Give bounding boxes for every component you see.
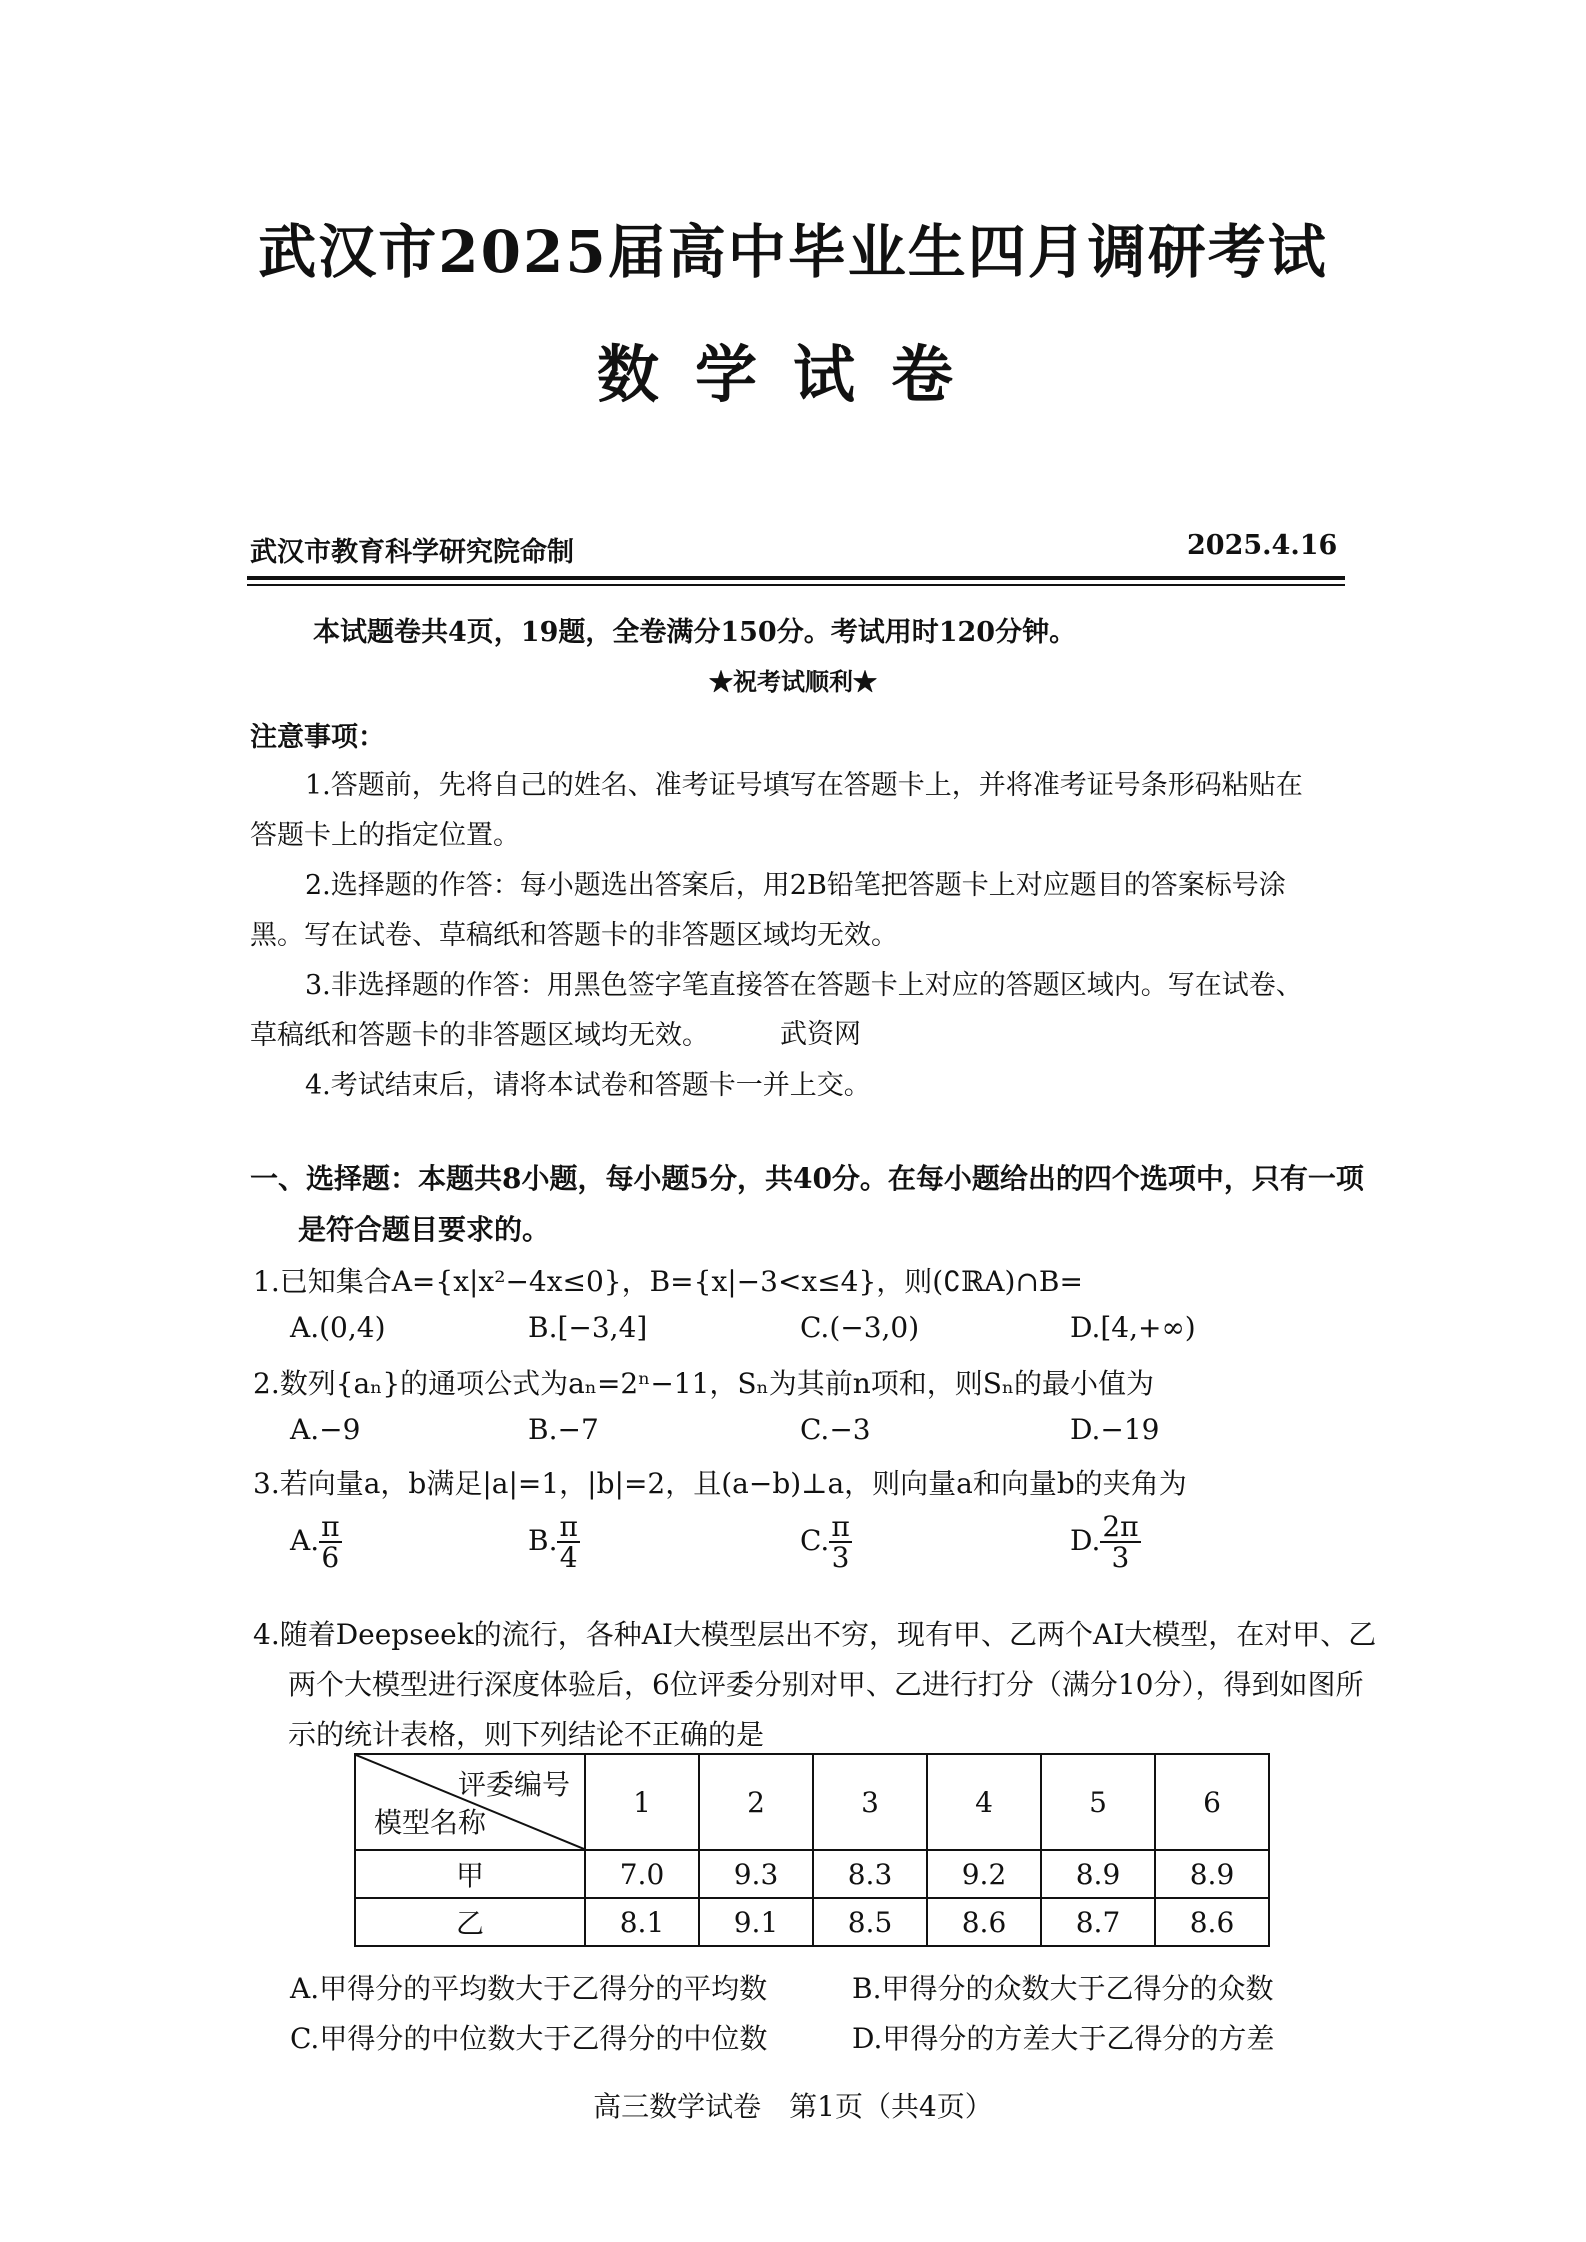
score-cell: 8.5: [813, 1898, 927, 1946]
score-cell: 7.0: [585, 1850, 699, 1898]
question-4-line: 两个大模型进行深度体验后，6位评委分别对甲、乙进行打分（满分10分），得到如图所: [288, 1668, 1364, 1701]
q1-option-a: A.(0,4): [290, 1311, 386, 1344]
corner-top-label: 评委编号: [457, 1768, 570, 1801]
fraction: [557, 1512, 579, 1573]
model-name: 甲: [355, 1850, 585, 1898]
question-4-line: 4.随着Deepseek的流行，各种AI大模型层出不穷，现有甲、乙两个AI大模型，在对甲、乙: [253, 1618, 1377, 1651]
score-cell: 9.1: [699, 1898, 813, 1946]
q1-option-c: C.(−3,0): [800, 1311, 920, 1344]
score-cell: 8.1: [585, 1898, 699, 1946]
fraction: [1100, 1512, 1140, 1573]
numerator: 2π: [1102, 1510, 1139, 1543]
option-label: A.: [290, 1523, 320, 1557]
corner-cell: [355, 1754, 585, 1850]
q4-option-c: C.甲得分的中位数大于乙得分的中位数: [290, 2022, 768, 2055]
denominator: 3: [831, 1541, 850, 1575]
score-cell: 8.6: [1155, 1898, 1269, 1946]
fraction: [829, 1512, 851, 1573]
watermark: 武资网: [780, 1019, 861, 1050]
section-heading: 一、选择题：本题共8小题，每小题5分，共40分。在每小题给出的四个选项中，只有一项: [250, 1162, 1364, 1195]
header-rule-thin: [247, 584, 1345, 586]
option-label: B.: [528, 1523, 558, 1557]
judge-header: 6: [1155, 1754, 1269, 1850]
note-line: 2.选择题的作答：每小题选出答案后，用2B铅笔把答题卡上对应题目的答案标号涂: [305, 870, 1286, 901]
score-cell: 8.7: [1041, 1898, 1155, 1946]
question-1-stem: 1.已知集合A={x|x²−4x≤0}，B={x|−3<x≤4}，则(∁ℝA)∩B=: [253, 1265, 1083, 1298]
denominator: 6: [321, 1541, 340, 1575]
q2-option-c: C.−3: [800, 1413, 871, 1446]
q4-option-b: B.甲得分的众数大于乙得分的众数: [852, 1972, 1274, 2005]
note-line: 4.考试结束后，请将本试卷和答题卡一并上交。: [305, 1070, 871, 1101]
table-row: [355, 1850, 1269, 1898]
score-cell: 8.6: [927, 1898, 1041, 1946]
denominator: 3: [1111, 1541, 1130, 1575]
section-heading-cont: 是符合题目要求的。: [298, 1213, 551, 1246]
q1-option-d: D.[4,+∞): [1070, 1311, 1196, 1344]
q3-option-b: [528, 1512, 580, 1573]
q2-option-a: A.−9: [290, 1413, 361, 1446]
paper-title: 数学试卷: [596, 338, 989, 411]
table-header-row: [355, 1754, 1269, 1850]
q3-option-c: [800, 1512, 852, 1573]
page-footer: 高三数学试卷 第1页（共4页）: [593, 2090, 993, 2123]
question-3-stem: 3.若向量a，b满足|a|=1，|b|=2，且(a−b)⊥a，则向量a和向量b的夹角为: [253, 1467, 1187, 1500]
issuing-organization: 武汉市教育科学研究院命制: [250, 537, 574, 568]
q2-option-d: D.−19: [1070, 1413, 1160, 1446]
judge-header: 4: [927, 1754, 1041, 1850]
numerator: π: [831, 1510, 850, 1543]
note-line: 答题卡上的指定位置。: [250, 820, 520, 851]
q4-option-d: D.甲得分的方差大于乙得分的方差: [852, 2022, 1275, 2055]
note-line: 黑。写在试卷、草稿纸和答题卡的非答题区域均无效。: [250, 920, 898, 951]
q4-option-a: A.甲得分的平均数大于乙得分的平均数: [290, 1972, 768, 2005]
good-luck-line: ★祝考试顺利★: [709, 667, 877, 696]
exam-title: 武汉市2025届高中毕业生四月调研考试: [258, 218, 1328, 286]
corner-bottom-label: 模型名称: [374, 1806, 487, 1839]
option-label: D.: [1070, 1523, 1101, 1557]
denominator: 4: [559, 1541, 578, 1575]
fraction: [319, 1512, 341, 1573]
numerator: π: [321, 1510, 340, 1543]
numerator: π: [559, 1510, 578, 1543]
q1-option-b: B.[−3,4]: [528, 1311, 648, 1344]
q3-option-d: [1070, 1512, 1141, 1573]
notes-heading: 注意事项：: [250, 722, 385, 753]
q3-option-a: [290, 1512, 342, 1573]
note-line: 草稿纸和答题卡的非答题区域均无效。: [250, 1020, 709, 1051]
judge-header: 5: [1041, 1754, 1155, 1850]
note-line: 1.答题前，先将自己的姓名、准考证号填写在答题卡上，并将准考证号条形码粘贴在: [305, 770, 1303, 801]
judge-header: 1: [585, 1754, 699, 1850]
exam-summary: 本试题卷共4页，19题，全卷满分150分。考试用时120分钟。: [313, 617, 1077, 648]
scores-table: [354, 1753, 1270, 1947]
header-rule-thick: [247, 576, 1345, 580]
judge-header: 3: [813, 1754, 927, 1850]
note-line: 3.非选择题的作答：用黑色签字笔直接答在答题卡上对应的答题区域内。写在试卷、: [305, 970, 1303, 1001]
score-cell: 9.3: [699, 1850, 813, 1898]
score-cell: 8.9: [1155, 1850, 1269, 1898]
q2-option-b: B.−7: [528, 1413, 599, 1446]
question-4-line: 示的统计表格，则下列结论不正确的是: [288, 1718, 765, 1751]
score-cell: 8.3: [813, 1850, 927, 1898]
score-cell: 8.9: [1041, 1850, 1155, 1898]
judge-header: 2: [699, 1754, 813, 1850]
score-cell: 9.2: [927, 1850, 1041, 1898]
exam-date: 2025.4.16: [1187, 530, 1338, 561]
table-row: [355, 1898, 1269, 1946]
option-label: C.: [800, 1523, 830, 1557]
model-name: 乙: [355, 1898, 585, 1946]
question-2-stem: 2.数列{aₙ}的通项公式为aₙ=2ⁿ−11，Sₙ为其前n项和，则Sₙ的最小值为: [253, 1367, 1155, 1400]
